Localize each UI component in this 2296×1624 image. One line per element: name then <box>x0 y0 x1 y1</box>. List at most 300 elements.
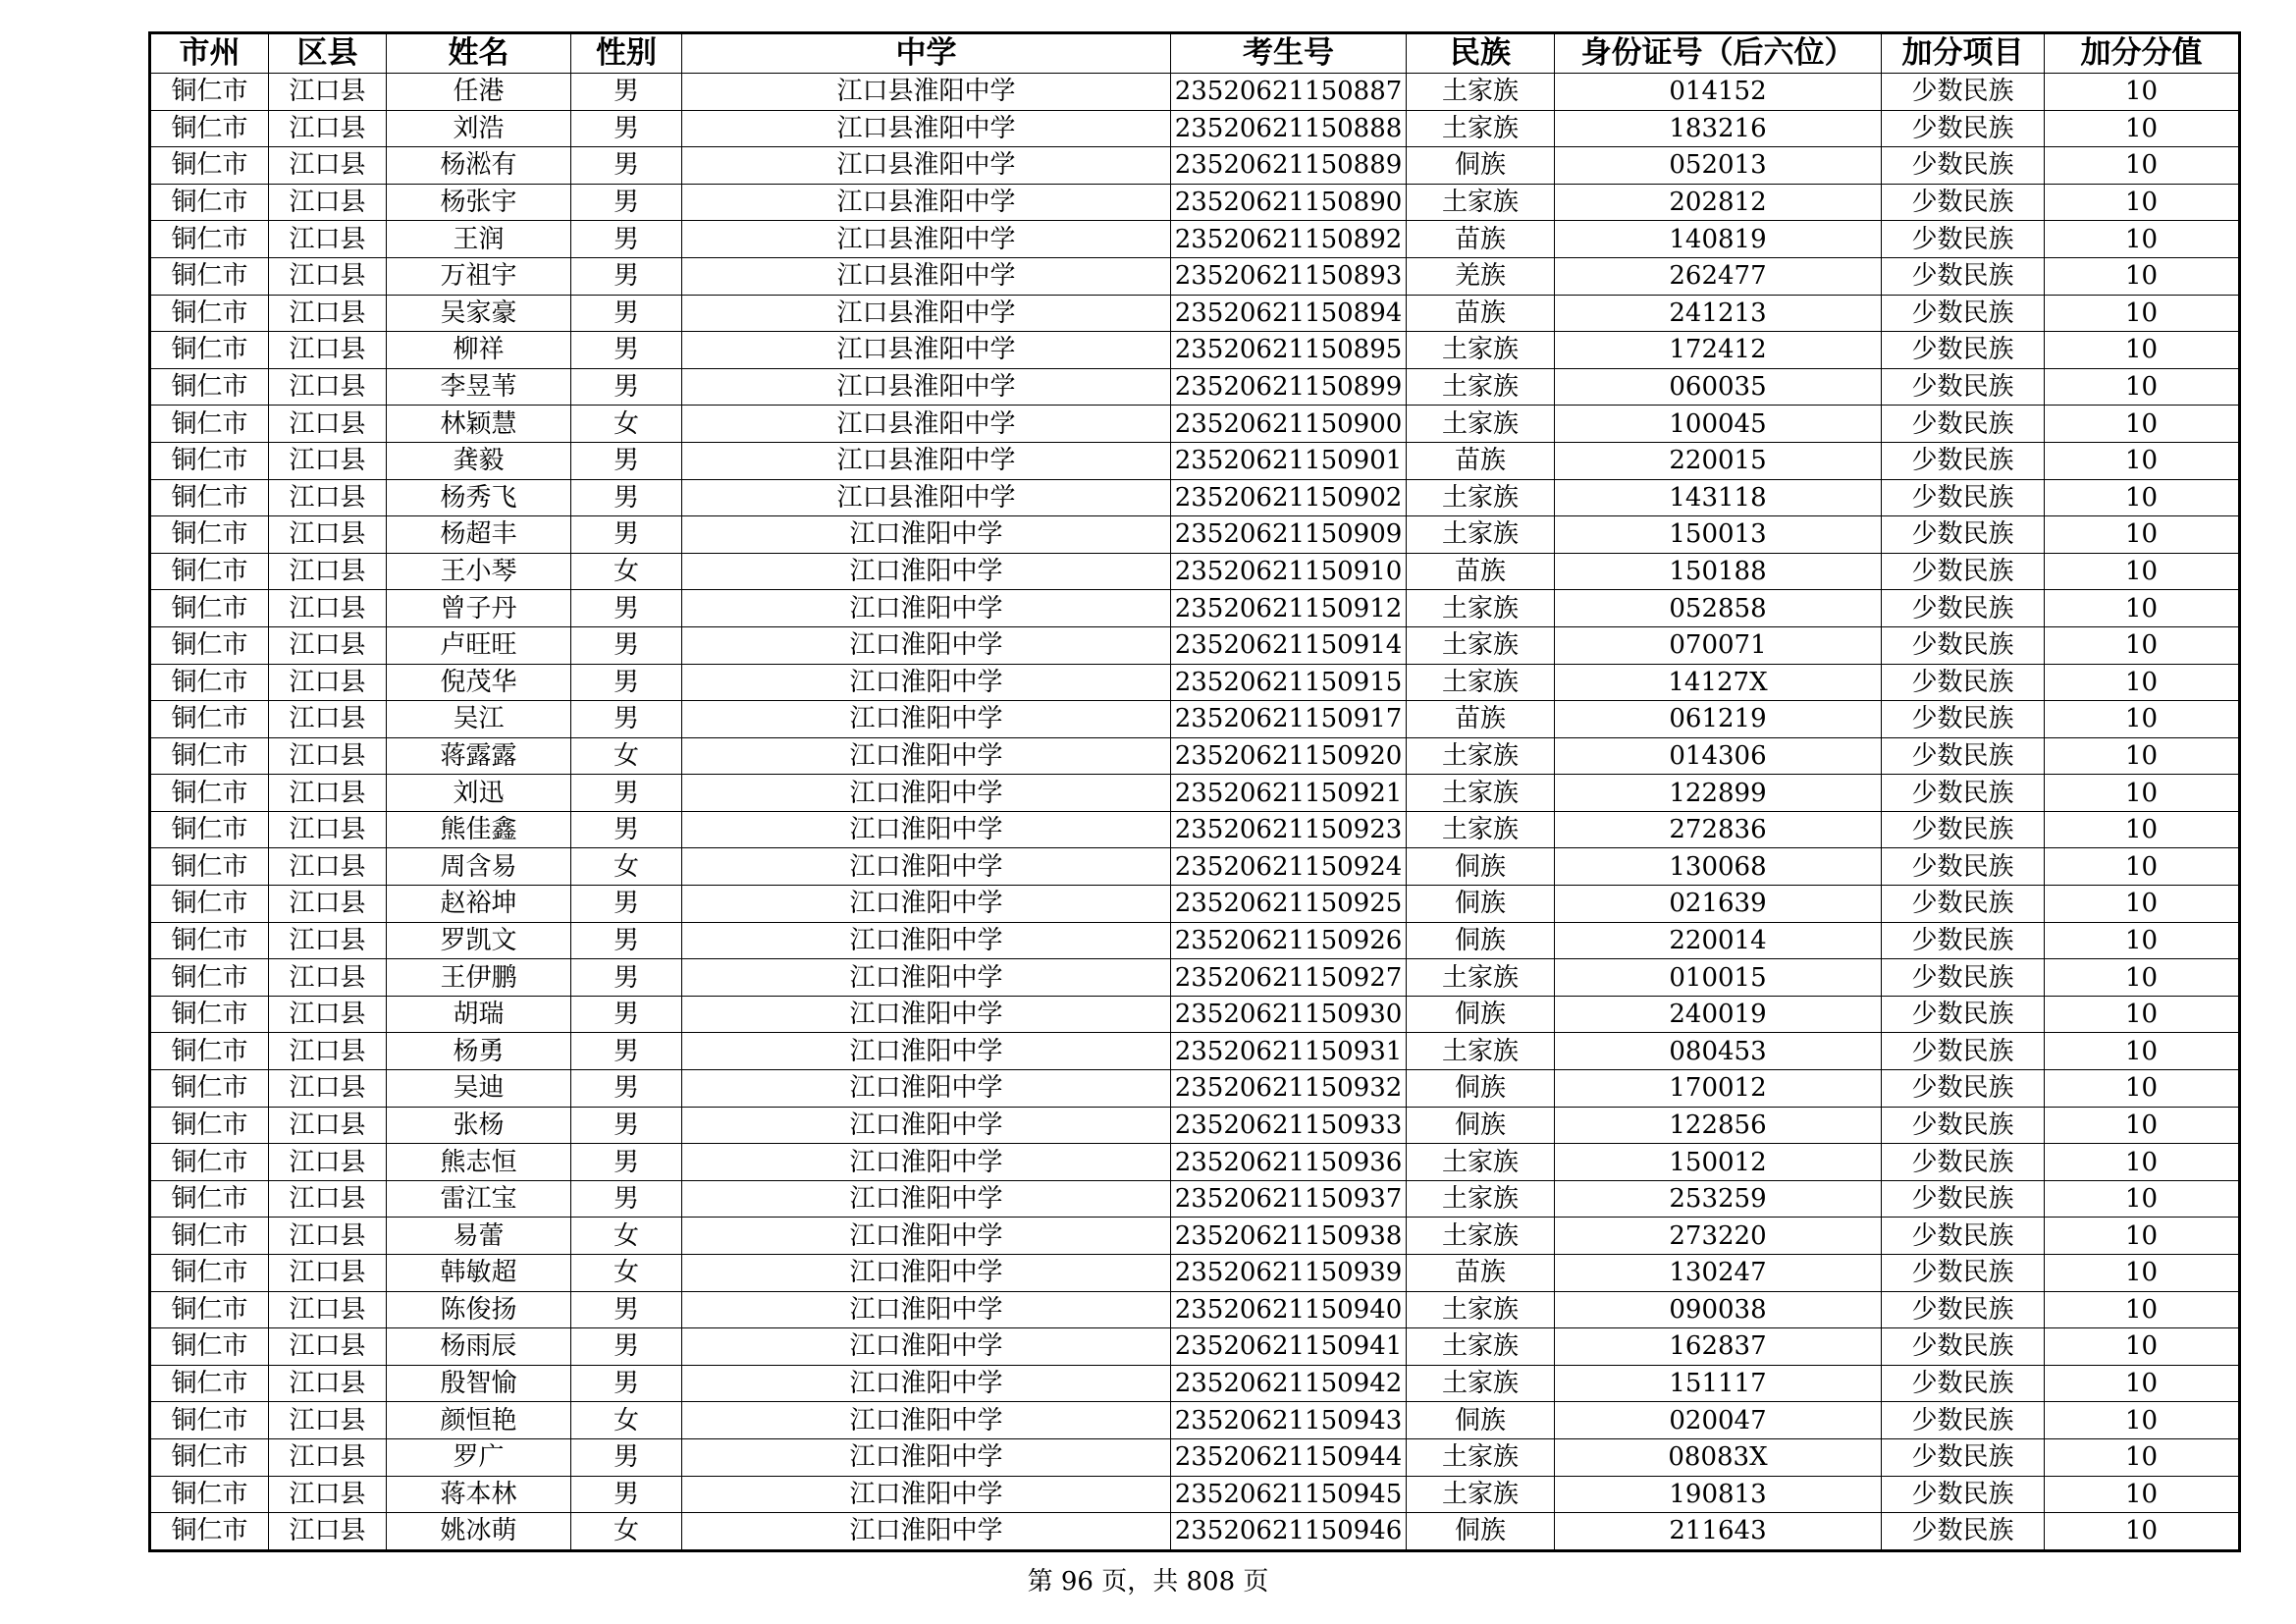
cell-ethnicity: 侗族 <box>1407 147 1555 185</box>
table-row <box>150 811 2240 848</box>
cell-exam-number: 23520621150900 <box>1171 406 1407 443</box>
table-row <box>150 775 2240 812</box>
cell-city: 铜仁市 <box>150 1033 269 1070</box>
cell-bonus-item: 少数民族 <box>1882 775 2045 812</box>
cell-county: 江口县 <box>269 74 387 111</box>
cell-school: 江口淮阳中学 <box>682 664 1171 701</box>
cell-county: 江口县 <box>269 626 387 664</box>
cell-bonus-points: 10 <box>2045 1033 2240 1070</box>
table-row <box>150 1513 2240 1551</box>
table-row <box>150 886 2240 923</box>
cell-id-last-six: 014306 <box>1555 737 1882 775</box>
cell-school: 江口淮阳中学 <box>682 1144 1171 1181</box>
cell-exam-number: 23520621150926 <box>1171 922 1407 959</box>
cell-bonus-item: 少数民族 <box>1882 479 2045 516</box>
cell-ethnicity: 土家族 <box>1407 1218 1555 1255</box>
cell-school: 江口淮阳中学 <box>682 922 1171 959</box>
cell-school: 江口县淮阳中学 <box>682 221 1171 258</box>
cell-bonus-item: 少数民族 <box>1882 1365 2045 1402</box>
table-row <box>150 1476 2240 1513</box>
cell-name: 王润 <box>387 221 571 258</box>
cell-id-last-six: 172412 <box>1555 332 1882 369</box>
cell-exam-number: 23520621150931 <box>1171 1033 1407 1070</box>
table-row <box>150 664 2240 701</box>
cell-exam-number: 23520621150895 <box>1171 332 1407 369</box>
cell-gender: 男 <box>571 701 682 738</box>
cell-bonus-item: 少数民族 <box>1882 147 2045 185</box>
cell-name: 王伊鹏 <box>387 959 571 997</box>
cell-bonus-item: 少数民族 <box>1882 1255 2045 1292</box>
cell-name: 熊志恒 <box>387 1144 571 1181</box>
cell-name: 颜恒艳 <box>387 1402 571 1439</box>
cell-city: 铜仁市 <box>150 295 269 332</box>
cell-id-last-six: 052013 <box>1555 147 1882 185</box>
cell-school: 江口淮阳中学 <box>682 775 1171 812</box>
cell-ethnicity: 土家族 <box>1407 184 1555 221</box>
cell-exam-number: 23520621150936 <box>1171 1144 1407 1181</box>
cell-id-last-six: 010015 <box>1555 959 1882 997</box>
cell-gender: 男 <box>571 775 682 812</box>
table-row <box>150 479 2240 516</box>
cell-city: 铜仁市 <box>150 1513 269 1551</box>
cell-bonus-points: 10 <box>2045 1144 2240 1181</box>
cell-county: 江口县 <box>269 701 387 738</box>
cell-id-last-six: 150012 <box>1555 1144 1882 1181</box>
cell-school: 江口淮阳中学 <box>682 1180 1171 1218</box>
cell-name: 蒋本林 <box>387 1476 571 1513</box>
cell-gender: 男 <box>571 1070 682 1108</box>
cell-name: 吴江 <box>387 701 571 738</box>
cell-id-last-six: 202812 <box>1555 184 1882 221</box>
cell-name: 杨雨辰 <box>387 1328 571 1366</box>
cell-ethnicity: 土家族 <box>1407 74 1555 111</box>
cell-exam-number: 23520621150937 <box>1171 1180 1407 1218</box>
cell-ethnicity: 侗族 <box>1407 1107 1555 1144</box>
cell-bonus-item: 少数民族 <box>1882 1218 2045 1255</box>
cell-county: 江口县 <box>269 184 387 221</box>
cell-school: 江口淮阳中学 <box>682 1255 1171 1292</box>
cell-county: 江口县 <box>269 368 387 406</box>
cell-county: 江口县 <box>269 295 387 332</box>
cell-bonus-points: 10 <box>2045 110 2240 147</box>
cell-city: 铜仁市 <box>150 147 269 185</box>
cell-name: 杨秀飞 <box>387 479 571 516</box>
cell-bonus-item: 少数民族 <box>1882 590 2045 627</box>
cell-exam-number: 23520621150890 <box>1171 184 1407 221</box>
cell-bonus-points: 10 <box>2045 184 2240 221</box>
cell-ethnicity: 土家族 <box>1407 959 1555 997</box>
cell-id-last-six: 183216 <box>1555 110 1882 147</box>
cell-bonus-points: 10 <box>2045 1107 2240 1144</box>
table-row <box>150 996 2240 1033</box>
cell-city: 铜仁市 <box>150 553 269 590</box>
cell-exam-number: 23520621150946 <box>1171 1513 1407 1551</box>
cell-county: 江口县 <box>269 848 387 886</box>
cell-city: 铜仁市 <box>150 1070 269 1108</box>
cell-county: 江口县 <box>269 1328 387 1366</box>
cell-exam-number: 23520621150923 <box>1171 811 1407 848</box>
cell-gender: 男 <box>571 147 682 185</box>
cell-bonus-points: 10 <box>2045 626 2240 664</box>
cell-gender: 女 <box>571 406 682 443</box>
cell-exam-number: 23520621150915 <box>1171 664 1407 701</box>
cell-id-last-six: 080453 <box>1555 1033 1882 1070</box>
cell-city: 铜仁市 <box>150 221 269 258</box>
cell-gender: 男 <box>571 479 682 516</box>
cell-county: 江口县 <box>269 257 387 295</box>
table-row <box>150 147 2240 185</box>
cell-bonus-points: 10 <box>2045 1328 2240 1366</box>
cell-school: 江口淮阳中学 <box>682 516 1171 554</box>
cell-name: 任港 <box>387 74 571 111</box>
cell-ethnicity: 土家族 <box>1407 406 1555 443</box>
cell-ethnicity: 侗族 <box>1407 848 1555 886</box>
cell-bonus-points: 10 <box>2045 590 2240 627</box>
cell-city: 铜仁市 <box>150 959 269 997</box>
cell-ethnicity: 土家族 <box>1407 1144 1555 1181</box>
cell-name: 陈俊扬 <box>387 1291 571 1328</box>
cell-name: 林颖慧 <box>387 406 571 443</box>
cell-school: 江口县淮阳中学 <box>682 368 1171 406</box>
cell-exam-number: 23520621150940 <box>1171 1291 1407 1328</box>
cell-id-last-six: 021639 <box>1555 886 1882 923</box>
cell-exam-number: 23520621150939 <box>1171 1255 1407 1292</box>
cell-exam-number: 23520621150943 <box>1171 1402 1407 1439</box>
cell-name: 胡瑞 <box>387 996 571 1033</box>
cell-name: 龚毅 <box>387 442 571 479</box>
cell-gender: 男 <box>571 590 682 627</box>
cell-ethnicity: 土家族 <box>1407 1476 1555 1513</box>
table-row <box>150 332 2240 369</box>
cell-gender: 男 <box>571 516 682 554</box>
table-row <box>150 848 2240 886</box>
table-body <box>150 74 2240 1551</box>
cell-id-last-six: 122856 <box>1555 1107 1882 1144</box>
cell-school: 江口县淮阳中学 <box>682 110 1171 147</box>
cell-exam-number: 23520621150893 <box>1171 257 1407 295</box>
cell-ethnicity: 侗族 <box>1407 1513 1555 1551</box>
cell-id-last-six: 211643 <box>1555 1513 1882 1551</box>
cell-ethnicity: 侗族 <box>1407 1402 1555 1439</box>
cell-exam-number: 23520621150901 <box>1171 442 1407 479</box>
cell-bonus-item: 少数民族 <box>1882 922 2045 959</box>
cell-gender: 男 <box>571 1365 682 1402</box>
cell-bonus-item: 少数民族 <box>1882 1107 2045 1144</box>
cell-bonus-points: 10 <box>2045 332 2240 369</box>
cell-bonus-item: 少数民族 <box>1882 1033 2045 1070</box>
column-header-bonus-points: 加分分值 <box>2045 33 2240 74</box>
cell-id-last-six: 170012 <box>1555 1070 1882 1108</box>
cell-city: 铜仁市 <box>150 626 269 664</box>
cell-city: 铜仁市 <box>150 1365 269 1402</box>
cell-bonus-points: 10 <box>2045 886 2240 923</box>
cell-city: 铜仁市 <box>150 1180 269 1218</box>
cell-bonus-item: 少数民族 <box>1882 332 2045 369</box>
cell-city: 铜仁市 <box>150 442 269 479</box>
cell-bonus-points: 10 <box>2045 775 2240 812</box>
cell-county: 江口县 <box>269 811 387 848</box>
cell-city: 铜仁市 <box>150 737 269 775</box>
table-row <box>150 959 2240 997</box>
cell-ethnicity: 土家族 <box>1407 811 1555 848</box>
table-row <box>150 1180 2240 1218</box>
cell-name: 柳祥 <box>387 332 571 369</box>
column-header-school: 中学 <box>682 33 1171 74</box>
cell-name: 罗广 <box>387 1438 571 1476</box>
cell-id-last-six: 020047 <box>1555 1402 1882 1439</box>
cell-id-last-six: 130247 <box>1555 1255 1882 1292</box>
cell-school: 江口县淮阳中学 <box>682 442 1171 479</box>
cell-gender: 男 <box>571 442 682 479</box>
cell-school: 江口淮阳中学 <box>682 1107 1171 1144</box>
cell-county: 江口县 <box>269 996 387 1033</box>
table-row <box>150 221 2240 258</box>
cell-bonus-points: 10 <box>2045 1365 2240 1402</box>
cell-exam-number: 23520621150938 <box>1171 1218 1407 1255</box>
cell-county: 江口县 <box>269 147 387 185</box>
cell-city: 铜仁市 <box>150 811 269 848</box>
column-header-bonus-item: 加分项目 <box>1882 33 2045 74</box>
cell-city: 铜仁市 <box>150 479 269 516</box>
cell-exam-number: 23520621150920 <box>1171 737 1407 775</box>
cell-ethnicity: 苗族 <box>1407 1255 1555 1292</box>
table-row <box>150 295 2240 332</box>
cell-city: 铜仁市 <box>150 74 269 111</box>
cell-bonus-item: 少数民族 <box>1882 553 2045 590</box>
cell-id-last-six: 014152 <box>1555 74 1882 111</box>
cell-ethnicity: 土家族 <box>1407 1033 1555 1070</box>
cell-id-last-six: 150188 <box>1555 553 1882 590</box>
cell-bonus-points: 10 <box>2045 922 2240 959</box>
cell-county: 江口县 <box>269 332 387 369</box>
cell-city: 铜仁市 <box>150 257 269 295</box>
cell-id-last-six: 122899 <box>1555 775 1882 812</box>
cell-id-last-six: 061219 <box>1555 701 1882 738</box>
cell-bonus-points: 10 <box>2045 1476 2240 1513</box>
cell-bonus-points: 10 <box>2045 1070 2240 1108</box>
cell-ethnicity: 侗族 <box>1407 996 1555 1033</box>
cell-ethnicity: 土家族 <box>1407 1291 1555 1328</box>
cell-ethnicity: 土家族 <box>1407 1438 1555 1476</box>
cell-school: 江口县淮阳中学 <box>682 257 1171 295</box>
cell-name: 赵裕坤 <box>387 886 571 923</box>
cell-county: 江口县 <box>269 553 387 590</box>
cell-gender: 男 <box>571 184 682 221</box>
cell-name: 刘浩 <box>387 110 571 147</box>
cell-gender: 男 <box>571 959 682 997</box>
cell-ethnicity: 苗族 <box>1407 295 1555 332</box>
table-row <box>150 184 2240 221</box>
cell-gender: 男 <box>571 1291 682 1328</box>
cell-school: 江口县淮阳中学 <box>682 406 1171 443</box>
cell-bonus-item: 少数民族 <box>1882 959 2045 997</box>
table-row <box>150 1070 2240 1108</box>
cell-bonus-item: 少数民族 <box>1882 110 2045 147</box>
cell-county: 江口县 <box>269 775 387 812</box>
cell-gender: 男 <box>571 74 682 111</box>
cell-bonus-item: 少数民族 <box>1882 516 2045 554</box>
cell-ethnicity: 土家族 <box>1407 664 1555 701</box>
cell-county: 江口县 <box>269 1476 387 1513</box>
cell-county: 江口县 <box>269 516 387 554</box>
cell-county: 江口县 <box>269 1365 387 1402</box>
cell-school: 江口淮阳中学 <box>682 553 1171 590</box>
cell-gender: 女 <box>571 737 682 775</box>
cell-id-last-six: 272836 <box>1555 811 1882 848</box>
cell-ethnicity: 羌族 <box>1407 257 1555 295</box>
cell-bonus-points: 10 <box>2045 1513 2240 1551</box>
cell-name: 熊佳鑫 <box>387 811 571 848</box>
cell-county: 江口县 <box>269 406 387 443</box>
cell-exam-number: 23520621150942 <box>1171 1365 1407 1402</box>
cell-bonus-item: 少数民族 <box>1882 886 2045 923</box>
cell-city: 铜仁市 <box>150 1107 269 1144</box>
cell-bonus-points: 10 <box>2045 664 2240 701</box>
cell-ethnicity: 土家族 <box>1407 1328 1555 1366</box>
cell-exam-number: 23520621150889 <box>1171 147 1407 185</box>
table-row <box>150 737 2240 775</box>
cell-exam-number: 23520621150930 <box>1171 996 1407 1033</box>
cell-name: 杨勇 <box>387 1033 571 1070</box>
cell-bonus-points: 10 <box>2045 1180 2240 1218</box>
cell-name: 易蕾 <box>387 1218 571 1255</box>
cell-id-last-six: 151117 <box>1555 1365 1882 1402</box>
cell-bonus-points: 10 <box>2045 147 2240 185</box>
cell-school: 江口淮阳中学 <box>682 701 1171 738</box>
cell-county: 江口县 <box>269 664 387 701</box>
cell-bonus-item: 少数民族 <box>1882 257 2045 295</box>
table-row <box>150 74 2240 111</box>
cell-name: 万祖宇 <box>387 257 571 295</box>
cell-exam-number: 23520621150941 <box>1171 1328 1407 1366</box>
cell-school: 江口县淮阳中学 <box>682 74 1171 111</box>
cell-name: 吴家豪 <box>387 295 571 332</box>
cell-id-last-six: 143118 <box>1555 479 1882 516</box>
cell-ethnicity: 土家族 <box>1407 1365 1555 1402</box>
table-row <box>150 1107 2240 1144</box>
cell-city: 铜仁市 <box>150 1438 269 1476</box>
cell-bonus-points: 10 <box>2045 74 2240 111</box>
cell-gender: 男 <box>571 257 682 295</box>
cell-exam-number: 23520621150894 <box>1171 295 1407 332</box>
cell-gender: 男 <box>571 626 682 664</box>
cell-id-last-six: 130068 <box>1555 848 1882 886</box>
cell-bonus-item: 少数民族 <box>1882 295 2045 332</box>
cell-city: 铜仁市 <box>150 1218 269 1255</box>
cell-id-last-six: 150013 <box>1555 516 1882 554</box>
cell-gender: 女 <box>571 848 682 886</box>
cell-ethnicity: 土家族 <box>1407 110 1555 147</box>
cell-ethnicity: 土家族 <box>1407 368 1555 406</box>
table-row <box>150 368 2240 406</box>
cell-name: 刘迅 <box>387 775 571 812</box>
cell-bonus-points: 10 <box>2045 811 2240 848</box>
cell-name: 杨超丰 <box>387 516 571 554</box>
cell-bonus-points: 10 <box>2045 1402 2240 1439</box>
cell-exam-number: 23520621150909 <box>1171 516 1407 554</box>
cell-gender: 男 <box>571 811 682 848</box>
cell-city: 铜仁市 <box>150 332 269 369</box>
cell-exam-number: 23520621150899 <box>1171 368 1407 406</box>
cell-city: 铜仁市 <box>150 996 269 1033</box>
cell-gender: 男 <box>571 1144 682 1181</box>
cell-bonus-item: 少数民族 <box>1882 184 2045 221</box>
cell-bonus-points: 10 <box>2045 848 2240 886</box>
cell-school: 江口县淮阳中学 <box>682 479 1171 516</box>
cell-exam-number: 23520621150932 <box>1171 1070 1407 1108</box>
cell-id-last-six: 262477 <box>1555 257 1882 295</box>
cell-id-last-six: 253259 <box>1555 1180 1882 1218</box>
cell-ethnicity: 土家族 <box>1407 1180 1555 1218</box>
cell-id-last-six: 100045 <box>1555 406 1882 443</box>
cell-bonus-item: 少数民族 <box>1882 626 2045 664</box>
cell-exam-number: 23520621150888 <box>1171 110 1407 147</box>
cell-name: 张杨 <box>387 1107 571 1144</box>
cell-bonus-item: 少数民族 <box>1882 1180 2045 1218</box>
table-row <box>150 1144 2240 1181</box>
cell-exam-number: 23520621150933 <box>1171 1107 1407 1144</box>
cell-city: 铜仁市 <box>150 848 269 886</box>
cell-bonus-points: 10 <box>2045 368 2240 406</box>
cell-city: 铜仁市 <box>150 184 269 221</box>
cell-exam-number: 23520621150914 <box>1171 626 1407 664</box>
cell-id-last-six: 190813 <box>1555 1476 1882 1513</box>
cell-county: 江口县 <box>269 1255 387 1292</box>
cell-id-last-six: 140819 <box>1555 221 1882 258</box>
cell-bonus-item: 少数民族 <box>1882 368 2045 406</box>
cell-gender: 女 <box>571 1402 682 1439</box>
cell-bonus-points: 10 <box>2045 295 2240 332</box>
cell-ethnicity: 苗族 <box>1407 553 1555 590</box>
cell-city: 铜仁市 <box>150 1255 269 1292</box>
cell-ethnicity: 土家族 <box>1407 590 1555 627</box>
cell-gender: 女 <box>571 1218 682 1255</box>
cell-gender: 男 <box>571 110 682 147</box>
cell-school: 江口淮阳中学 <box>682 590 1171 627</box>
cell-exam-number: 23520621150912 <box>1171 590 1407 627</box>
cell-city: 铜仁市 <box>150 516 269 554</box>
cell-city: 铜仁市 <box>150 1328 269 1366</box>
column-header-name: 姓名 <box>387 33 571 74</box>
cell-city: 铜仁市 <box>150 922 269 959</box>
table-row <box>150 1291 2240 1328</box>
cell-school: 江口县淮阳中学 <box>682 184 1171 221</box>
cell-school: 江口县淮阳中学 <box>682 147 1171 185</box>
cell-exam-number: 23520621150902 <box>1171 479 1407 516</box>
cell-gender: 男 <box>571 1438 682 1476</box>
cell-school: 江口淮阳中学 <box>682 1070 1171 1108</box>
cell-gender: 男 <box>571 221 682 258</box>
cell-exam-number: 23520621150892 <box>1171 221 1407 258</box>
table-row <box>150 1255 2240 1292</box>
cell-school: 江口县淮阳中学 <box>682 295 1171 332</box>
page-number-footer: 第 96 页，共 808 页 <box>1027 1567 1269 1597</box>
cell-gender: 男 <box>571 664 682 701</box>
cell-school: 江口淮阳中学 <box>682 811 1171 848</box>
cell-county: 江口县 <box>269 479 387 516</box>
cell-school: 江口淮阳中学 <box>682 1218 1171 1255</box>
cell-name: 姚冰萌 <box>387 1513 571 1551</box>
cell-bonus-points: 10 <box>2045 516 2240 554</box>
cell-name: 王小琴 <box>387 553 571 590</box>
cell-exam-number: 23520621150945 <box>1171 1476 1407 1513</box>
cell-county: 江口县 <box>269 221 387 258</box>
table-row <box>150 590 2240 627</box>
cell-ethnicity: 侗族 <box>1407 922 1555 959</box>
cell-name: 吴迪 <box>387 1070 571 1108</box>
table-header-row <box>150 33 2240 74</box>
table-row <box>150 701 2240 738</box>
